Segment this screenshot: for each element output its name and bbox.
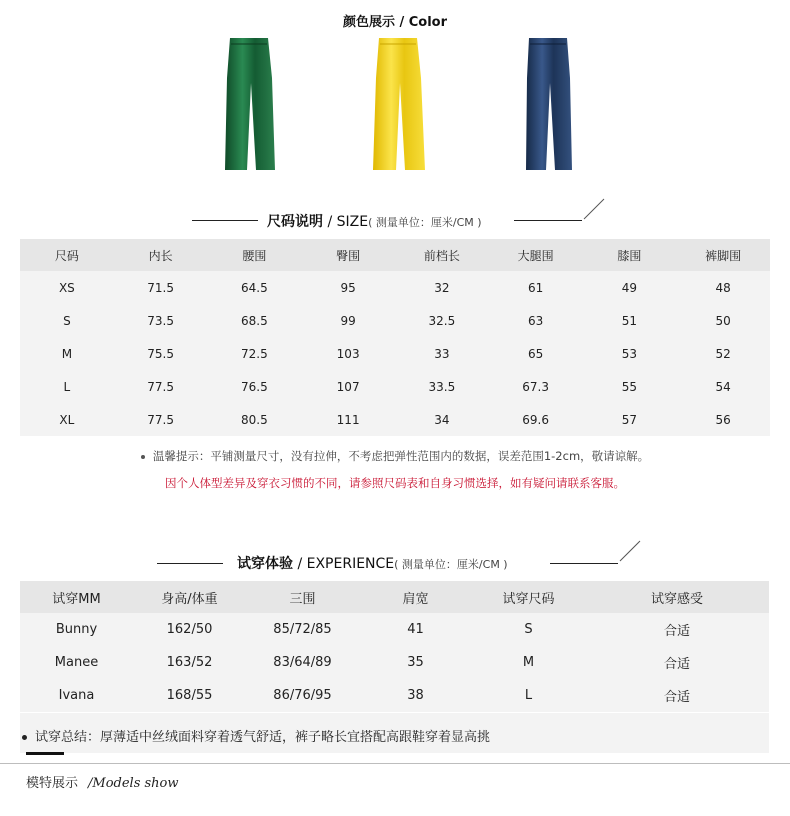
experience-header-left-line — [157, 563, 223, 564]
experience-header-cell: 身高/体重 — [133, 581, 246, 613]
size-header-cell: 前档长 — [395, 239, 489, 271]
size-table-header-row — [20, 239, 770, 271]
size-cell: 34 — [434, 412, 450, 427]
experience-header-cell: 肩宽 — [359, 581, 472, 613]
size-cell: 52 — [715, 346, 731, 361]
size-unit: ( 测量单位：厘米/CM ) — [368, 216, 482, 229]
size-cell: 32.5 — [428, 313, 456, 328]
size-section-title — [267, 211, 482, 231]
models-title-en: /Models show — [88, 776, 179, 791]
size-header-cell: 内长 — [114, 239, 208, 271]
size-cell: 76.5 — [241, 379, 268, 394]
size-cell: 111 — [336, 412, 360, 427]
size-header-right-line — [514, 220, 582, 221]
experience-cell: L — [524, 688, 533, 703]
experience-header-right-line — [550, 563, 618, 564]
size-cell: 49 — [621, 280, 638, 295]
experience-cell: M — [522, 655, 535, 670]
experience-title-cn: 试穿体验 — [237, 556, 293, 572]
experience-cell: 35 — [407, 655, 424, 670]
size-cell: 72.5 — [241, 346, 268, 361]
size-title-en: / SIZE — [323, 214, 369, 230]
size-cell: 63 — [527, 313, 544, 328]
size-cell: 57 — [621, 412, 638, 427]
size-cell: 77.5 — [147, 412, 174, 427]
size-cell: L — [63, 379, 71, 394]
bullet-icon — [22, 735, 27, 740]
experience-cell: 合适 — [663, 624, 690, 639]
size-cell: 103 — [336, 346, 360, 361]
size-cell: 69.6 — [522, 412, 549, 427]
table-row — [20, 403, 770, 436]
size-cell: M — [61, 346, 73, 361]
experience-header-cell: 试穿尺码 — [472, 581, 585, 613]
size-cell: 56 — [715, 412, 731, 427]
experience-title-en: / EXPERIENCE — [293, 556, 395, 572]
models-accent-bar — [26, 752, 64, 755]
size-title-cn: 尺码说明 — [267, 214, 323, 230]
size-header-cell: 裤脚围 — [676, 239, 770, 271]
table-row — [20, 271, 770, 304]
experience-summary — [22, 726, 490, 745]
experience-cell: 85/72/85 — [273, 622, 332, 637]
experience-table — [20, 581, 769, 712]
experience-table-header-row — [20, 581, 769, 613]
navy-pants-image — [519, 38, 579, 172]
size-cell: 61 — [527, 280, 544, 295]
experience-cell: 合适 — [663, 690, 690, 705]
size-cell: 68.5 — [241, 313, 268, 328]
table-row — [20, 337, 770, 370]
size-cell: 55 — [621, 379, 638, 394]
size-cell: 48 — [715, 280, 731, 295]
experience-cell: S — [524, 622, 533, 637]
experience-cell: 162/50 — [166, 622, 213, 637]
experience-cell: 83/64/89 — [273, 655, 332, 670]
experience-cell: 163/52 — [166, 655, 213, 670]
table-row — [20, 370, 770, 403]
size-cell: 64.5 — [241, 280, 268, 295]
size-cell: 73.5 — [147, 313, 174, 328]
experience-cell: Ivana — [58, 688, 95, 703]
size-cell: 33.5 — [428, 379, 456, 394]
models-divider — [0, 763, 790, 764]
size-cell: 32 — [434, 280, 450, 295]
size-note-text: 温馨提示：平铺测量尺寸，没有拉伸，不考虑把弹性范围内的数据，误差范围1-2cm，敬请谅解。 — [152, 449, 650, 463]
experience-cell: 86/76/95 — [273, 688, 332, 703]
table-row — [20, 679, 769, 712]
size-table — [20, 239, 770, 436]
slash-decoration — [582, 198, 610, 220]
experience-section-title — [237, 553, 508, 573]
size-cell: 107 — [336, 379, 360, 394]
size-cell: 99 — [340, 313, 356, 328]
size-note — [0, 448, 790, 464]
size-cell: S — [63, 313, 71, 328]
experience-header-cell: 试穿MM — [20, 581, 133, 613]
experience-unit: ( 测量单位：厘米/CM ) — [394, 558, 508, 571]
size-header-cell: 膝围 — [583, 239, 677, 271]
size-header-left-line — [192, 220, 258, 221]
size-cell: 50 — [715, 313, 731, 328]
size-cell: 77.5 — [147, 379, 174, 394]
experience-summary-text: 试穿总结：厚薄适中丝绒面料穿着透气舒适，裤子略长宜搭配高跟鞋穿着显高挑 — [35, 730, 491, 745]
size-cell: 95 — [340, 280, 356, 295]
size-cell: 51 — [621, 313, 638, 328]
experience-cell: 41 — [407, 622, 424, 637]
models-section-title — [26, 772, 179, 791]
size-cell: 53 — [621, 346, 638, 361]
size-cell: XL — [59, 412, 75, 427]
slash-decoration — [618, 540, 646, 562]
size-cell: 71.5 — [147, 280, 174, 295]
size-header-cell: 臀围 — [301, 239, 395, 271]
experience-cell: 合适 — [663, 657, 690, 672]
size-cell: 54 — [715, 379, 731, 394]
experience-cell: Bunny — [55, 622, 98, 637]
size-cell: 80.5 — [241, 412, 268, 427]
table-row — [20, 613, 769, 646]
experience-header-cell: 三围 — [246, 581, 359, 613]
models-title-cn: 模特展示 — [26, 776, 79, 791]
experience-cell: 168/55 — [166, 688, 213, 703]
experience-header-cell: 试穿感受 — [585, 581, 769, 613]
color-section-title: 颜色展示 / Color — [342, 15, 448, 30]
yellow-pants-image — [369, 38, 429, 172]
size-cell: 75.5 — [147, 346, 174, 361]
size-cell: 65 — [527, 346, 544, 361]
size-cell: XS — [58, 280, 75, 295]
experience-cell: Manee — [54, 655, 99, 670]
size-note-red: 因个人体型差异及穿衣习惯的不同，请参照尺码表和自身习惯选择，如有疑问请联系客服。 — [165, 476, 625, 490]
size-header-cell: 腰围 — [208, 239, 302, 271]
size-cell: 67.3 — [522, 379, 549, 394]
size-header-cell: 大腿围 — [489, 239, 583, 271]
size-cell: 33 — [434, 346, 450, 361]
green-pants-image — [220, 38, 280, 172]
size-header-cell: 尺码 — [20, 239, 114, 271]
table-row — [20, 646, 769, 679]
table-row — [20, 304, 770, 337]
experience-cell: 38 — [407, 688, 424, 703]
bullet-icon — [141, 455, 145, 459]
